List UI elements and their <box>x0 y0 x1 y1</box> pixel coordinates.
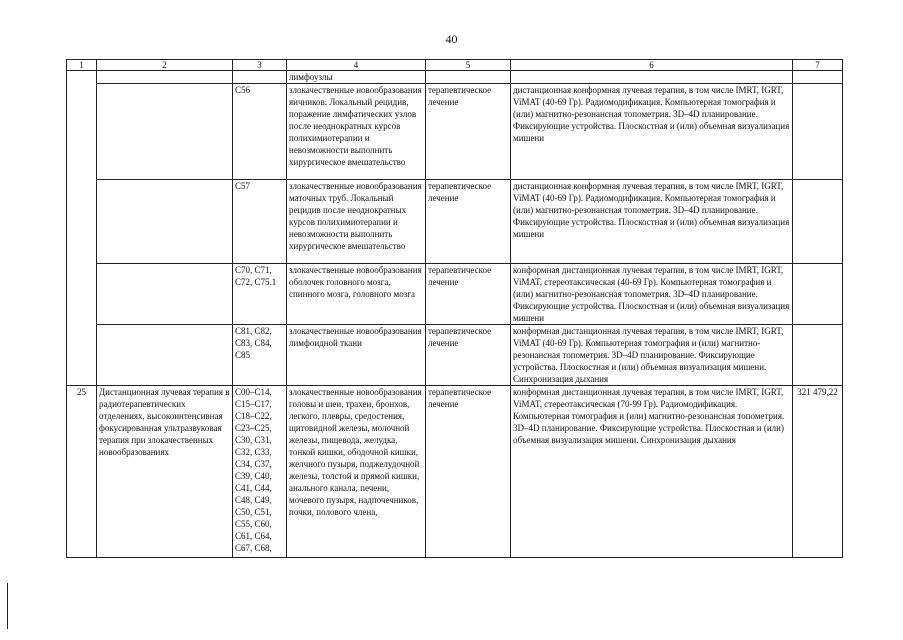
table-row <box>67 325 843 386</box>
cell-price <box>793 264 843 325</box>
table-row <box>67 180 843 264</box>
cell-price: 321 479,22 <box>793 386 843 558</box>
cell-codes <box>233 71 287 84</box>
table-row-continuation <box>67 71 843 84</box>
cell-method <box>511 71 793 84</box>
header-col-4: 4 <box>287 60 426 71</box>
cell-treatment: терапевтическое лечение <box>426 325 511 386</box>
cell-codes: C70, C71, C72, C75.1 <box>233 264 287 325</box>
table-row <box>67 84 843 180</box>
cell-codes: C57 <box>233 180 287 264</box>
cell-condition: злокачественные новообразования оболочек головного мозга, спинного мозга, головного мозга <box>287 264 426 325</box>
cell-codes: C81, C82, C83, C84, C85 <box>233 325 287 386</box>
cell-condition: злокачественные новообразования яичников. Локальный рецидив, поражение лимфатических узлов после неоднократных курсов полихимиотерапии и невозможности выполнить хирургическое вмешательство <box>287 84 426 180</box>
cell-treatment: терапевтическое лечение <box>426 386 511 558</box>
cell-condition: лимфоузлы <box>287 71 426 84</box>
table-row <box>67 264 843 325</box>
cell-treatment <box>426 71 511 84</box>
cell-name <box>97 325 233 386</box>
cell-num <box>67 71 97 386</box>
header-col-7: 7 <box>793 60 843 71</box>
header-col-6: 6 <box>511 60 793 71</box>
cell-name <box>97 71 233 84</box>
cell-name: Дистанционная лучевая терапия в радиотерапевтических отделениях, высокоинтенсивная фокусированная ультразвуковая терапия при злокачественных новообразованиях <box>97 386 233 558</box>
cell-treatment: терапевтическое лечение <box>426 180 511 264</box>
cell-method: конформная дистанционная лучевая терапия, в том числе IMRT, IGRT, ViMAT (40-69 Гр). Компьютерная томография и (или) магнитно-резонансная топометрия. 3D–4D планирование. Фиксирующие устройства. Плоскостная и (или) объемная визуализация мишени. Синхронизация дыхания <box>511 325 793 386</box>
cell-condition: злокачественные новообразования лимфоидной ткани <box>287 325 426 386</box>
cell-method: дистанционная конформная лучевая терапия, в том числе IMRT, IGRT, ViMAT (40-69 Гр). Радиомодификация. Компьютерная томография и (или) магнитно-резонансная топометрия. 3D–4D планирование. Фиксирующие устройства. Плоскостная и (или) объемная визуализация мишени <box>511 180 793 264</box>
cell-codes: C56 <box>233 84 287 180</box>
cell-name <box>97 84 233 180</box>
cell-treatment: терапевтическое лечение <box>426 264 511 325</box>
header-col-1: 1 <box>67 60 97 71</box>
cell-method: дистанционная конформная лучевая терапия, в том числе IMRT, IGRT, ViMAT (40-69 Гр). Радиомодификация. Компьютерная томография и (или) магнитно-резонансная топометрия. 3D–4D планирование. Фиксирующие устройства. Плоскостная и (или) объемная визуализация мишени <box>511 84 793 180</box>
cell-price <box>793 180 843 264</box>
table-header-row <box>67 60 843 71</box>
page-number: 40 <box>445 32 458 46</box>
cell-price <box>793 71 843 84</box>
cell-method: конформная дистанционная лучевая терапия, в том числе IMRT, IGRT, ViMAT, стереотаксическая (40-69 Гр). Компьютерная томография и (или) магнитно-резонансная топометрия. 3D–4D планирование. Фиксирующие устройства. Плоскостная и (или) объемная визуализация мишени <box>511 264 793 325</box>
cell-num: 25 <box>67 386 97 558</box>
margin-rule <box>7 583 8 629</box>
cell-method: конформная дистанционная лучевая терапия, в том числе IMRT, IGRT, ViMAT, стереотаксическая (70-99 Гр). Радиомодификация. Компьютерная томография и (или) магнитно-резонансная топометрия. 3D–4D планирование. Фиксирующие устройства. Плоскостная и (или) объемная визуализация мишени. Синхронизация дыхания <box>511 386 793 558</box>
cell-codes: C00–C14, C15–C17, C18–C22, C23–C25, C30, C31, C32, C33, C34, C37, C39, C40, C41, C44, C48, C49, C50, C51, C55, C60, C61, C64, C67, C68, <box>233 386 287 558</box>
header-col-2: 2 <box>97 60 233 71</box>
services-table <box>66 59 843 558</box>
cell-treatment: терапевтическое лечение <box>426 84 511 180</box>
cell-condition: злокачественные новообразования головы и шеи, трахеи, бронхов, легкого, плевры, средостения, щитовидной железы, молочной железы, пищевода, желудка, тонкой кишки, ободочной кишки, желчного пузыря, поджелудочной железы, толстой и прямой кишки, анального канала, печени, мочевого пузыря, надпочечников, почки, полового члена, <box>287 386 426 558</box>
header-col-3: 3 <box>233 60 287 71</box>
cell-price <box>793 84 843 180</box>
table-row <box>67 386 843 558</box>
cell-price <box>793 325 843 386</box>
header-col-5: 5 <box>426 60 511 71</box>
cell-condition: злокачественные новообразования маточных труб. Локальный рецидив после неоднократных курсов полихимиотерапии и невозможности выполнить хирургическое вмешательство <box>287 180 426 264</box>
cell-name <box>97 180 233 264</box>
cell-name <box>97 264 233 325</box>
